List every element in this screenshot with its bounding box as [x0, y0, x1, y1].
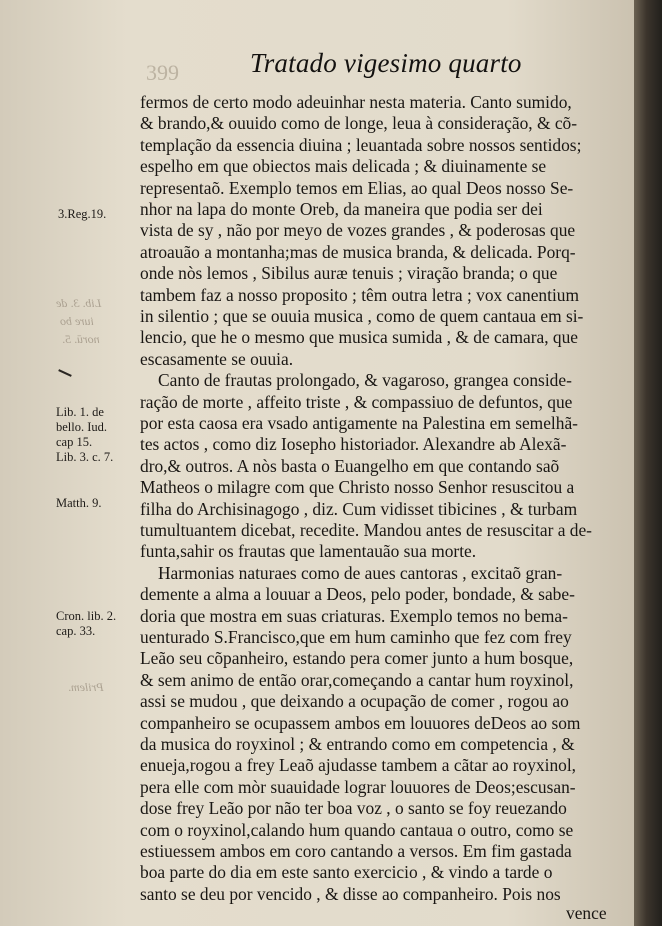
showthrough-text: norū. 5.	[62, 332, 100, 346]
text-line: vista de sy , não por meyo de vozes grandes , & poderosas que	[140, 220, 576, 241]
faint-page-number: 399	[146, 60, 179, 85]
text-line: Canto de frautas prolongado, & vagaroso, grangea conside-	[158, 370, 572, 391]
text-line: Leão seu cõpanheiro, estando pera comer junto a hum bosque,	[140, 648, 574, 669]
book-spine	[634, 0, 662, 926]
text-line: onde nòs lemos , Sibilus auræ tenuis ; viração branda; o que	[140, 263, 558, 284]
margin-note: cap. 33.	[56, 624, 96, 638]
text-line: pera elle com mòr suauidade lograr louuores de Deos;escusan-	[140, 776, 576, 797]
text-line: boa parte do dia em este santo exercicio , & vindo a tarde o	[140, 862, 553, 883]
text-line: com o royxinol,calando hum quando cantaua o outro, como se	[140, 819, 574, 840]
text-line: atroauão a montanha;mas de musica branda, & delicada. Porq-	[140, 241, 576, 262]
margin-note: Lib. 3. c. 7.	[56, 450, 114, 464]
text-line: doria que mostra em suas criaturas. Exemplo temos no bema-	[140, 605, 568, 626]
text-line: demente a alma a louuar a Deos, pelo poder, bondade, & sabe-	[140, 584, 575, 605]
text-line: representaõ. Exemplo temos em Elias, ao qual Deos nosso Se-	[140, 177, 574, 198]
text-line: templação da essencia diuina ; leuantada sobre nossos sentidos;	[140, 134, 582, 155]
text-line: estiuessem ambos em coro cantando a versos. Em fim gastada	[140, 841, 572, 861]
text-line: da musica do royxinol ; & entrando como em competencia , &	[140, 734, 575, 754]
text-line: & brando,& ouuido como de longe, leua à consideração, & cõ-	[140, 113, 578, 134]
text-line: tumultuantem dicebat, recedite. Mandou antes de resuscitar a de-	[140, 520, 592, 540]
text-line: santo se deu por vencido , & disse ao companheiro. Pois nos	[140, 883, 561, 904]
showthrough-text: Lib. 3. de	[56, 296, 102, 310]
text-line: lencio, que he o mesmo que musica sumida , & de camara, que	[140, 327, 579, 348]
text-line: uenturado S.Francisco,que em hum caminho que fez com frey	[140, 627, 572, 647]
text-line: ração de morte , affeito triste , & compassiuo de defuntos, que	[140, 391, 573, 412]
margin-note: Lib. 1. de	[56, 405, 104, 419]
text-line: enueja,rogou a frey Leaõ ajudasse tambem a cãtar ao royxinol,	[140, 755, 577, 776]
paragraph-mark	[58, 369, 72, 377]
text-line: fermos de certo modo adeuinhar nesta materia. Canto sumido,	[140, 92, 572, 112]
text-line: Matheos o milagre com que Christo nosso Senhor resuscitou a	[140, 477, 575, 498]
text-line: por esta caosa era vsado antigamente na Palestina em semelhã-	[140, 413, 578, 433]
margin-note: 3.Reg.19.	[58, 207, 107, 221]
showthrough-text: Prilem.	[68, 680, 104, 694]
text-line: escasamente se ouuia.	[140, 348, 294, 369]
text-line: companheiro se ocupassem ambos em louuores deDeos ao som	[140, 712, 581, 733]
catchword: vence	[566, 903, 607, 924]
text-line: dro,& outros. A nòs basta o Euangelho em que contando saõ	[140, 455, 560, 476]
text-line: nhor na lapa do monte Oreb, da maneira que podia ser dei	[140, 199, 543, 219]
text-line: in silentio ; que se ouuia musica , como de quem cantaua em si-	[140, 306, 584, 326]
text-line: tes actos , como diz Iosepho historiador. Alexandre ab Alexã-	[140, 434, 567, 455]
text-line: funta,sahir os frautas que lamentauão sua morte.	[140, 541, 477, 562]
margin-note: Cron. lib. 2.	[56, 609, 117, 623]
margin-note: bello. Iud.	[56, 420, 108, 434]
text-line: Harmonias naturaes como de aues cantoras , excitaõ gran-	[158, 562, 563, 583]
text-line: espelho em que obiectos mais delicada ; & diuinamente se	[140, 156, 547, 177]
text-line: & sem animo de então orar,começando a cantar hum royxinol,	[140, 669, 574, 690]
showthrough-text: iure bo	[60, 314, 94, 328]
text-line: filha do Archisinagogo , diz. Cum vidisset tibicines , & turbam	[140, 498, 578, 519]
text-line: tambem faz a nosso proposito ; têm outra letra ; vox canentium	[140, 284, 579, 305]
margin-note: Matth. 9.	[56, 496, 102, 510]
text-line: assi se mudou , que deixando a ocupação de comer , rogou ao	[140, 691, 569, 712]
text-line: dose frey Leão por não ter boa voz , o santo se foy reuezando	[140, 798, 567, 819]
margin-note: cap 15.	[56, 435, 93, 449]
running-head: Tratado vigesimo quarto	[250, 48, 522, 78]
